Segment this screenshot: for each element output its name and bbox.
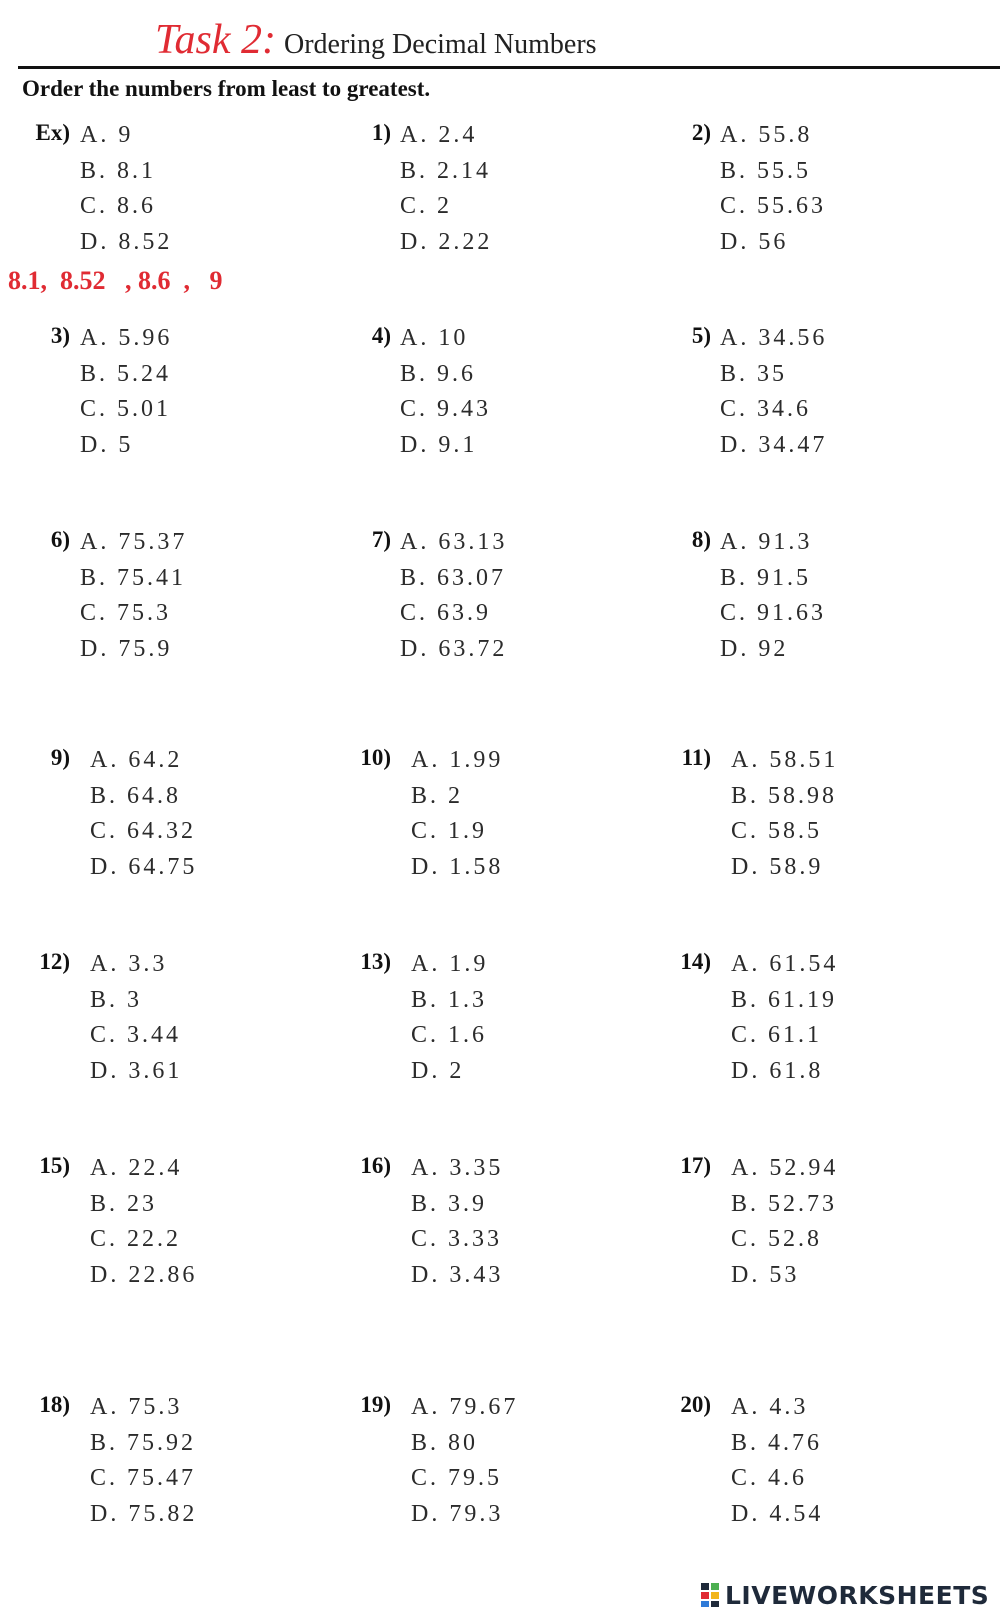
option-c: C. 58.5 (731, 818, 823, 845)
option-a: A. 2.4 (400, 122, 478, 148)
option-a: A. 9 (80, 122, 134, 148)
problem-label: 4) (371, 323, 391, 348)
option-d: D. 22.86 (90, 1262, 198, 1289)
option-a: A. 1.9 (411, 951, 489, 977)
problem-label: 16) (360, 1153, 391, 1178)
option-b: B. 75.41 (80, 564, 187, 591)
problem-label: 8) (691, 527, 711, 552)
liveworksheets-logo (700, 1580, 989, 1610)
option-c: C. 55.63 (720, 193, 827, 220)
option-c: C. 22.2 (90, 1226, 182, 1253)
problem-options (400, 120, 492, 263)
problem-options (731, 1392, 823, 1535)
option-c: C. 9.43 (400, 396, 492, 423)
option-b: B. 55.5 (720, 157, 812, 184)
problem-label: 14) (680, 949, 711, 974)
option-d: D. 75.9 (80, 636, 173, 663)
option-c: C. 75.3 (80, 600, 172, 627)
problem-label: 3) (50, 323, 70, 348)
problem-options (90, 949, 182, 1092)
problem-options (90, 1153, 197, 1296)
option-a: A. 91.3 (720, 529, 813, 555)
option-b: B. 1.3 (411, 986, 488, 1013)
option-a: A. 10 (400, 325, 469, 351)
problem-label: 17) (680, 1153, 711, 1178)
option-b: B. 52.73 (731, 1190, 838, 1217)
problem-label: 13) (360, 949, 391, 974)
option-a: A. 64.2 (90, 747, 183, 773)
option-b: B. 61.19 (731, 986, 838, 1013)
problem-options (720, 120, 826, 263)
option-d: D. 92 (720, 636, 789, 663)
option-b: B. 5.24 (80, 360, 172, 387)
problem-options (400, 323, 491, 466)
problem-options (731, 1153, 838, 1296)
problem-label: 1) (371, 120, 391, 145)
option-a: A. 63.13 (400, 529, 508, 555)
problem-options (411, 745, 503, 888)
option-b: B. 80 (411, 1429, 479, 1456)
option-a: A. 75.3 (90, 1394, 183, 1420)
option-c: C. 3.44 (90, 1022, 182, 1049)
option-c: C. 1.9 (411, 818, 488, 845)
problem-options (720, 527, 826, 670)
option-d: D. 9.1 (400, 432, 478, 459)
option-d: D. 75.82 (90, 1501, 198, 1528)
option-b: B. 91.5 (720, 564, 812, 591)
option-a: A. 61.54 (731, 951, 839, 977)
option-c: C. 8.6 (80, 193, 157, 220)
option-c: C. 91.63 (720, 600, 827, 627)
option-b: B. 2.14 (400, 157, 492, 184)
option-b: B. 9.6 (400, 360, 477, 387)
problem-label: 20) (680, 1392, 711, 1417)
option-a: A. 22.4 (90, 1155, 183, 1181)
problem-label: 11) (681, 745, 711, 770)
option-b: B. 8.1 (80, 157, 157, 184)
option-a: A. 3.35 (411, 1155, 504, 1181)
problem-options (411, 949, 488, 1092)
option-d: D. 56 (720, 229, 789, 256)
liveworksheets-logo-text: LIVEWORKSHEETS (725, 1580, 990, 1610)
example-answer: 8.1, 8.52 , 8.6 , 9 (8, 266, 223, 295)
option-c: C. 2 (400, 193, 453, 220)
problem-label: 2) (691, 120, 711, 145)
option-b: B. 3.9 (411, 1190, 488, 1217)
option-b: B. 58.98 (731, 782, 838, 809)
option-b: B. 75.92 (90, 1429, 197, 1456)
problem-options (720, 323, 827, 466)
option-d: D. 79.3 (411, 1501, 504, 1528)
option-a: A. 52.94 (731, 1155, 839, 1181)
option-b: B. 23 (90, 1190, 158, 1217)
option-c: C. 1.6 (411, 1022, 488, 1049)
option-c: C. 34.6 (720, 396, 812, 423)
problem-options (731, 949, 838, 1092)
option-a: A. 79.67 (411, 1394, 519, 1420)
liveworksheets-logo-icon (700, 1582, 722, 1608)
problem-label: 10) (360, 745, 391, 770)
problem-options (90, 745, 197, 888)
option-a: A. 3.3 (90, 951, 168, 977)
problem-options (80, 527, 187, 670)
option-a: A. 58.51 (731, 747, 839, 773)
problem-options (90, 1392, 197, 1535)
problem-label: Ex) (35, 120, 70, 145)
option-c: C. 63.9 (400, 600, 492, 627)
problem-options (731, 745, 838, 888)
option-a: A. 34.56 (720, 325, 828, 351)
option-d: D. 34.47 (720, 432, 828, 459)
option-d: D. 58.9 (731, 854, 824, 881)
option-b: B. 3 (90, 986, 143, 1013)
option-d: D. 63.72 (400, 636, 508, 663)
problem-label: 12) (39, 949, 70, 974)
option-d: D. 53 (731, 1262, 800, 1289)
option-b: B. 2 (411, 782, 464, 809)
option-c: C. 52.8 (731, 1226, 823, 1253)
problem-label: 6) (50, 527, 70, 552)
option-a: A. 1.99 (411, 747, 504, 773)
option-c: C. 3.33 (411, 1226, 503, 1253)
option-b: B. 64.8 (90, 782, 182, 809)
option-b: B. 35 (720, 360, 788, 387)
instructions: Order the numbers from least to greatest. (22, 76, 431, 101)
option-d: D. 5 (80, 432, 134, 459)
problem-options (400, 527, 507, 670)
option-d: D. 4.54 (731, 1501, 824, 1528)
page-title (155, 16, 597, 64)
option-a: A. 75.37 (80, 529, 188, 555)
problem-label: 18) (39, 1392, 70, 1417)
problem-label: 7) (371, 527, 391, 552)
option-a: A. 55.8 (720, 122, 813, 148)
option-d: D. 8.52 (80, 229, 173, 256)
option-d: D. 2.22 (400, 229, 493, 256)
problem-label: 19) (360, 1392, 391, 1417)
problem-label: 5) (691, 323, 711, 348)
option-d: D. 64.75 (90, 854, 198, 881)
option-a: A. 5.96 (80, 325, 173, 351)
option-d: D. 1.58 (411, 854, 504, 881)
problem-label: 15) (39, 1153, 70, 1178)
problem-options (80, 120, 172, 263)
option-b: B. 4.76 (731, 1429, 823, 1456)
title-task: Task 2: (155, 17, 276, 63)
option-c: C. 61.1 (731, 1022, 823, 1049)
problem-options (411, 1392, 518, 1535)
option-d: D. 3.43 (411, 1262, 504, 1289)
problem-options (411, 1153, 503, 1296)
option-d: D. 2 (411, 1058, 465, 1085)
option-c: C. 4.6 (731, 1465, 808, 1492)
option-c: C. 79.5 (411, 1465, 503, 1492)
option-a: A. 4.3 (731, 1394, 809, 1420)
option-c: C. 5.01 (80, 396, 172, 423)
problem-options (80, 323, 172, 466)
problem-label: 9) (50, 745, 70, 770)
option-c: C. 75.47 (90, 1465, 197, 1492)
option-d: D. 3.61 (90, 1058, 183, 1085)
title-subtitle: Ordering Decimal Numbers (283, 29, 597, 60)
header-rule (18, 66, 1000, 69)
option-c: C. 64.32 (90, 818, 197, 845)
option-b: B. 63.07 (400, 564, 507, 591)
option-d: D. 61.8 (731, 1058, 824, 1085)
